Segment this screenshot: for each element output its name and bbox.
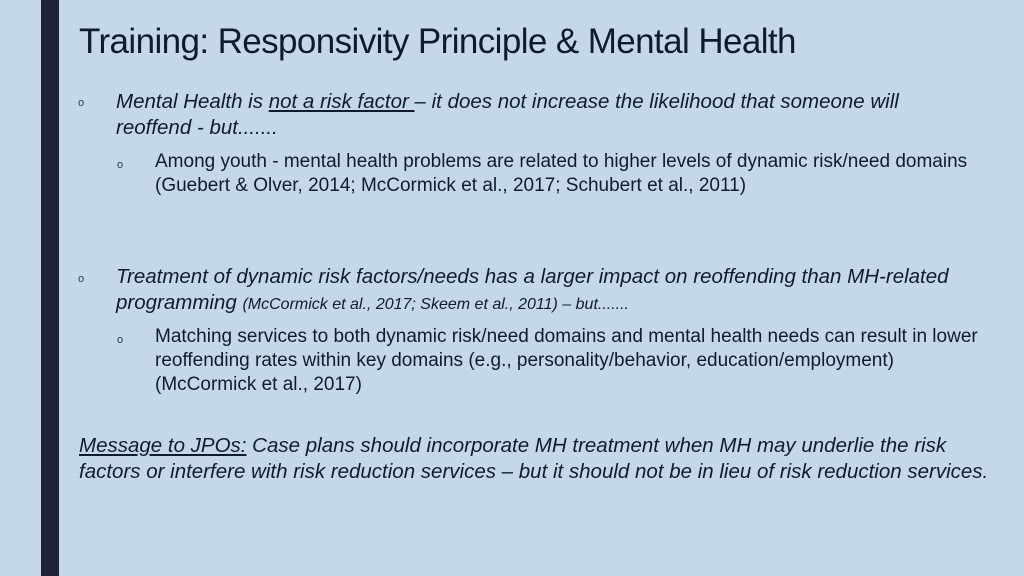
point-2-citation: (McCormick et al., 2017; Skeem et al., 2011) – but.......	[242, 296, 629, 313]
point-2-text: Treatment of dynamic risk factors/needs has a larger impact on reoffending than MH-related programming	[116, 265, 949, 314]
point-2	[116, 264, 976, 318]
point-1-sub: Among youth - mental health problems are related to higher levels of dynamic risk/need domains (Guebert & Olver, 2014; McCormick et al., 2017; Schubert et al., 2011)	[155, 151, 968, 196]
point-1-text-a: Mental Health is	[116, 90, 269, 113]
message-to-jpos	[79, 433, 989, 485]
left-accent-bar	[41, 0, 59, 576]
sub-bullet-marker: o	[117, 159, 124, 171]
message-text: Case plans should incorporate MH treatment when MH may underlie the risk factors or interfere with risk reduction services – but it should not be in lieu of risk reduction services.	[79, 434, 989, 483]
point-1-underlined: not a risk factor	[268, 90, 415, 113]
point-1	[116, 89, 946, 141]
bullet-marker: o	[78, 273, 85, 285]
message-label: Message to JPOs:	[79, 434, 247, 457]
sub-bullet-marker: o	[117, 334, 124, 346]
bullet-marker: o	[78, 97, 85, 109]
point-2-sub: Matching services to both dynamic risk/need domains and mental health needs can result in lower reoffending rates within key domains (e.g., personality/behavior, education/employment) (McCormick et al., 2017)	[155, 326, 978, 395]
slide-title: Training: Responsivity Principle & Mental Health	[79, 22, 796, 61]
point-1-text-b: – it does not increase the likelihood that someone will reoffend - but.......	[116, 90, 899, 139]
